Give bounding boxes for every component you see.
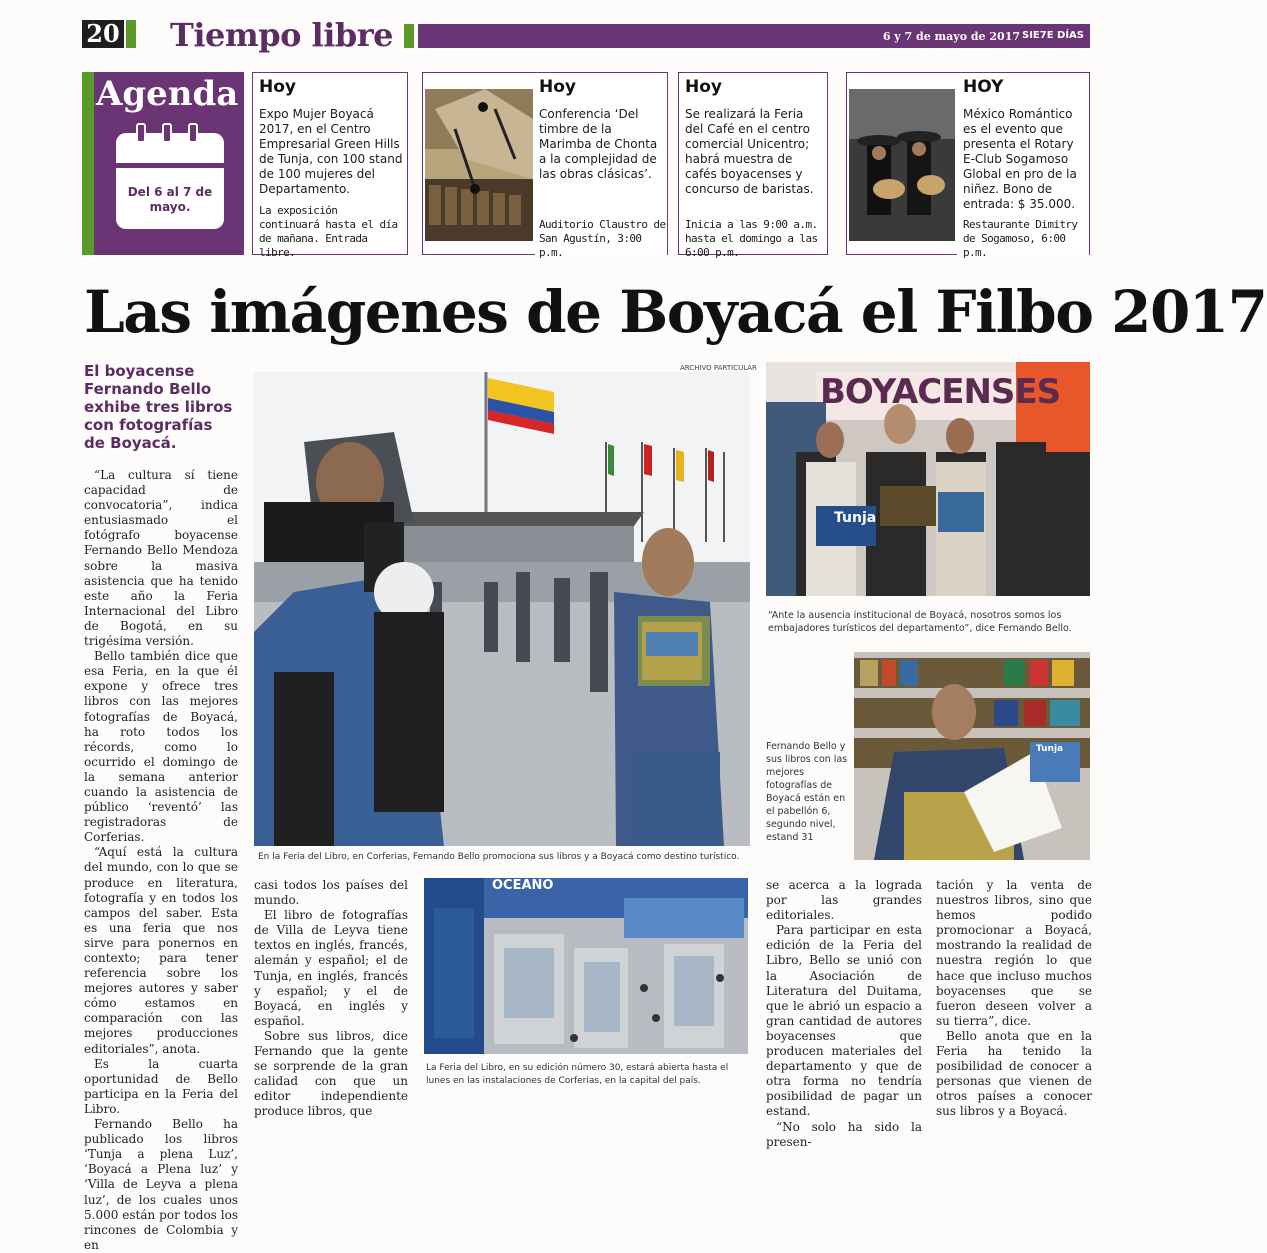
paragraph: Para participar en esta edición de la Feria del Libro, Bello se unió con la Asociación de Literatura del Duitama, que le abrió un espacio a gran cantidad de autores boyacenses que producen materiales del departamento y que de otra forma no tendría posibilidad de pagar un estand. — [766, 923, 922, 1119]
paragraph: Sobre sus libros, dice Fernando que la gente se sorprende de la gran calidad con que un editor independiente produce libros, que — [254, 1028, 408, 1119]
agenda-dates: Del 6 al 7 de mayo. — [127, 185, 213, 214]
photo-caption: La Feria del Libro, en su edición número 30, estará abierta hasta el lunes en las instalaciones de Corferias, en la capital del país. — [426, 1063, 729, 1086]
card-foot: Auditorio Claustro de San Agustín, 3:00 p.m. — [539, 218, 666, 259]
card-body: Conferencia ‘Del timbre de la Marimba de Chonta a la complejidad de las obras clásicas’. — [539, 107, 658, 181]
lead: El boyacense Fernando Bello exhibe tres libros con fotografías de Boyacá. — [84, 362, 233, 452]
card-body: Se realizará la Feria del Café en el centro comercial Unicentro; habrá muestra de cafés boyacenses y concurso de baristas. — [685, 107, 814, 196]
agenda-title: Agenda — [96, 74, 239, 114]
paragraph: se acerca a la lograda por las grandes editoriales. — [766, 878, 922, 923]
photo-credit: ARCHIVO PARTICULAR — [680, 364, 757, 372]
paragraph: Bello anota que en la Feria ha tenido la posibilidad de conocer a personas que vienen de otros países a conocer sus libros y a Boyacá. — [936, 1028, 1092, 1119]
book-cover-title: Tunja — [834, 510, 877, 526]
card-body: Expo Mujer Boyacá 2017, en el Centro Empresarial Green Hills de Tunja, con 100 stand de 100 mujeres del Departamento. — [259, 107, 403, 196]
photo-caption: “Ante la ausencia institucional de Boyacá, nosotros somos los embajadores turísticos del departamento”, dice Fernando Bello. — [768, 610, 1072, 634]
agenda-card — [846, 72, 1090, 259]
main-photo — [254, 372, 750, 846]
header-accent — [404, 24, 414, 48]
paragraph: El libro de fotografías de Villa de Leyva tiene textos en inglés, francés, alemán y español; el de Tunja, en inglés, francés y español; y el de Boyacá, en inglés y español. — [254, 908, 408, 1028]
photo-caption: Fernando Bello y sus libros con las mejores fotografías de Boyacá están en el pabellón 6, segundo nivel, estand 31 — [766, 741, 848, 843]
agenda-card — [252, 72, 408, 259]
article-column-1 — [84, 468, 238, 1253]
card-body: México Romántico es el evento que presenta el Rotary E-Club Sogamoso Global en pro de la niñez. Bono de entrada: $ 35.000. — [963, 107, 1077, 211]
marimba-photo — [425, 89, 533, 241]
card-foot: La exposición continuará hasta el día de mañana. Entrada libre. — [259, 204, 398, 259]
card-label: HOY — [963, 77, 1004, 97]
hall-photo — [424, 878, 748, 1054]
paragraph: “Aquí está la cultura del mundo, con lo que se produce en literatura, fotografía y en todos los campos del saber. Esta es una feria que nos sirve para ponernos en contexto; para tener referencia sobre los mejores autores y saber cómo estamos en comparación con las mejores producciones editoriales”, anota. — [84, 845, 238, 1056]
card-label: Hoy — [259, 77, 296, 97]
section-title: Tiempo libre — [170, 16, 393, 54]
card-label: Hoy — [539, 77, 576, 97]
paragraph: Es la cuarta oportunidad de Bello participa en la Feria del Libro. — [84, 1056, 238, 1116]
paragraph: “No solo ha sido la presen- — [766, 1119, 922, 1149]
card-foot: Restaurante Dimitry de Sogamoso, 6:00 p.m. — [963, 218, 1078, 259]
calendar-icon — [116, 133, 224, 229]
paragraph: Fernando Bello ha publicado los libros ‘Tunja a plena Luz’, ‘Boyacá a Plena luz’ y ‘Villa de Leyva a plena luz’, de los cuales unos 5.000 están por todos los rincones de Colombia y en — [84, 1117, 238, 1252]
agenda-card — [678, 72, 828, 259]
mariachi-photo — [849, 89, 955, 241]
paragraph: casi todos los países del mundo. — [254, 878, 408, 908]
headline: Las imágenes de Boyacá el Filbo 2017 — [84, 278, 1267, 346]
signing-photo — [854, 652, 1090, 860]
booth-sign: BOYACENSES — [820, 372, 1061, 412]
agenda-accent — [82, 72, 94, 255]
issue-date: 6 y 7 de mayo de 2017 — [882, 30, 1020, 43]
hall-sign: OCEANO — [492, 878, 554, 893]
page-number: 20 — [82, 20, 124, 48]
agenda-card — [422, 72, 668, 259]
paragraph: tación y la venta de nuestros libros, sino que hemos podido promocionar a Boyacá, mostrando la realidad de nuestra región lo que hace que incluso muchos boyacenses que se fueron deseen volver a su tierra”, dice. — [936, 878, 1092, 1028]
card-label: Hoy — [685, 77, 722, 97]
paragraph: Bello también dice que esa Feria, en la que él expone y ofrece tres libros con las mejores fotografías de Boyacá, ha roto todos los récords, como lo ocurrido el domingo de la semana anterior cuando la asistencia de público ‘reventó’ las registradoras de Corferias. — [84, 649, 238, 845]
paragraph: “La cultura sí tiene capacidad de convocatoria”, indica entusiasmado el fotógrafo boyacense Fernando Bello Mendoza sobre la masiva asistencia que ha tenido este año la Feria Internacional del Libro de Bogotá, en su trigésima versión. — [84, 468, 238, 649]
header-accent — [126, 20, 136, 48]
article-column-2 — [254, 878, 408, 1120]
brand-logo: SIE7E DÍAS — [1022, 30, 1084, 41]
book-cover-title: Tunja — [1036, 744, 1064, 754]
article-column-4 — [936, 878, 1092, 1120]
article-column-3 — [766, 878, 922, 1150]
header-bar — [418, 24, 1090, 48]
photo-caption: En la Feria del Libro, en Corferias, Fernando Bello promociona sus libros y a Boyacá como destino turístico. — [258, 852, 740, 862]
card-foot: Inicia a las 9:00 a.m. hasta el domingo a las 6:00 p.m. — [685, 218, 818, 259]
